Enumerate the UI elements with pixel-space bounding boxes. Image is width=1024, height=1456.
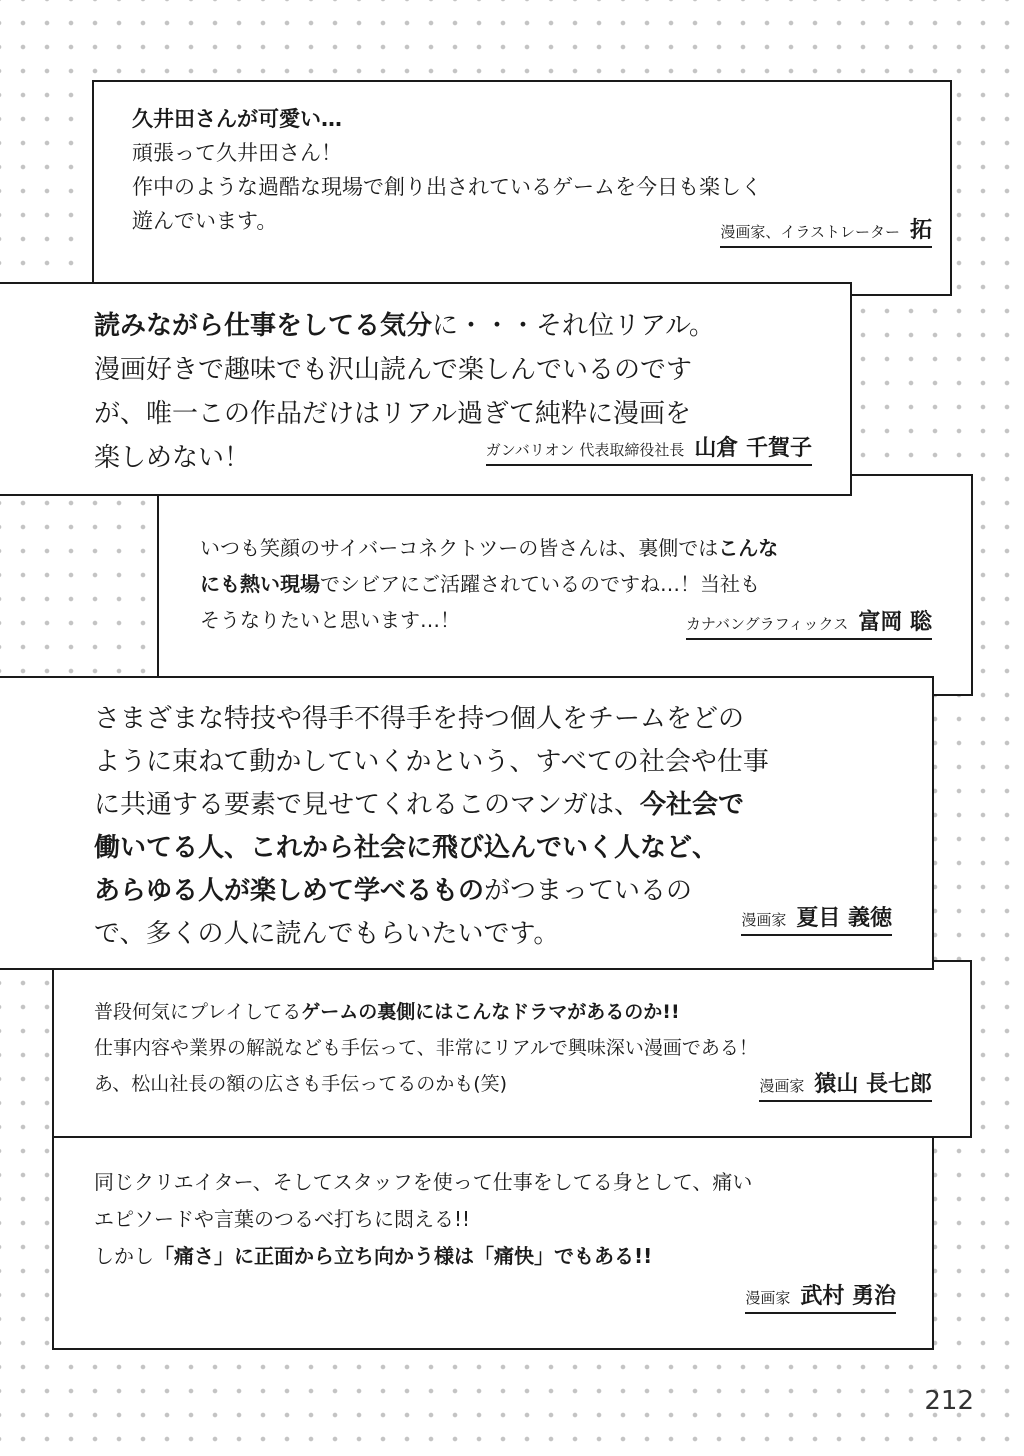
comment-text-1 [132,102,762,238]
signature-org: 漫画家 [741,911,787,929]
signature-1 [720,218,932,248]
signature-5 [759,1072,932,1102]
signature-org: 漫画家 [759,1077,805,1095]
comment-line: 読みながら仕事をしてる気分に・・・それ位リアル。 [94,311,715,341]
comment-line: にも熱い現場でシビアにご活躍されているのですね…！当社も [200,572,760,596]
signature-name: 武村 勇治 [800,1284,896,1309]
signature-6 [745,1284,896,1314]
comment-text-5 [94,994,758,1102]
comment-line: 作中のような過酷な現場で創り出されているゲームを今日も楽しく [132,175,762,199]
comment-text-6 [94,1164,752,1275]
signature-org: 漫画家、イラストレーター [720,223,900,241]
comment-line: 普段何気にプレイしてるゲームの裏側にはこんなドラマがあるのか!! [94,1001,680,1023]
signature-2 [486,436,812,466]
comment-line: 同じクリエイター、そしてスタッフを使って仕事をしてる身として、痛い [94,1170,753,1194]
comment-line: 仕事内容や業界の解説なども手伝って、非常にリアルで興味深い漫画である！ [94,1037,758,1059]
signature-org: カナバングラフィックス [685,615,849,633]
signature-name: 富岡 聡 [858,610,932,635]
comment-line: 頑張って久井田さん！ [132,141,342,165]
comment-line: しかし「痛さ」に正面から立ち向かう様は「痛快」でもある!! [94,1244,653,1268]
signature-3 [686,610,932,640]
signature-name: 山倉 千賀子 [694,436,812,461]
comment-line: あ、松山社長の額の広さも手伝ってるのかも(笑) [94,1073,508,1095]
comment-line: エピソードや言葉のつるべ打ちに悶える!! [94,1207,471,1231]
signature-org: 漫画家 [745,1289,791,1307]
comment-line: 久井田さんが可愛い… [132,107,342,131]
signature-org: ガンバリオン 代表取締役社長 [485,441,685,459]
comment-text-4 [94,698,769,956]
comment-line: 楽しめない！ [94,443,251,473]
comment-line: 漫画好きで趣味でも沢山読んで楽しんでいるのです [94,355,693,385]
comment-line: に共通する要素で見せてくれるこのマンガは、今社会で [94,790,745,820]
comment-line: そうなりたいと思います…！ [200,608,460,632]
comment-line: が、唯一この作品だけはリアル過ぎて純粋に漫画を [94,399,691,429]
comment-line: 働いてる人、これから社会に飛び込んでいく人など、 [94,833,719,863]
signature-name: 夏目 義徳 [796,906,892,931]
comment-line: 遊んでいます。 [132,209,278,233]
comment-line: で、多くの人に読んでもらいたいです。 [94,919,560,949]
signature-name: 拓 [909,218,932,243]
page-number: 212 [924,1386,974,1416]
comment-line: さまざまな特技や得手不得手を持つ個人をチームをどの [94,704,745,734]
comment-line: あらゆる人が楽しめて学べるものがつまっているの [94,876,693,906]
comment-line: いつも笑顔のサイバーコネクトツーの皆さんは、裏側ではこんな [200,536,779,560]
signature-name: 猿山 長七郎 [814,1072,932,1097]
signature-4 [741,906,892,936]
comment-line: ように束ねて動かしていくかという、すべての社会や仕事 [94,747,769,777]
